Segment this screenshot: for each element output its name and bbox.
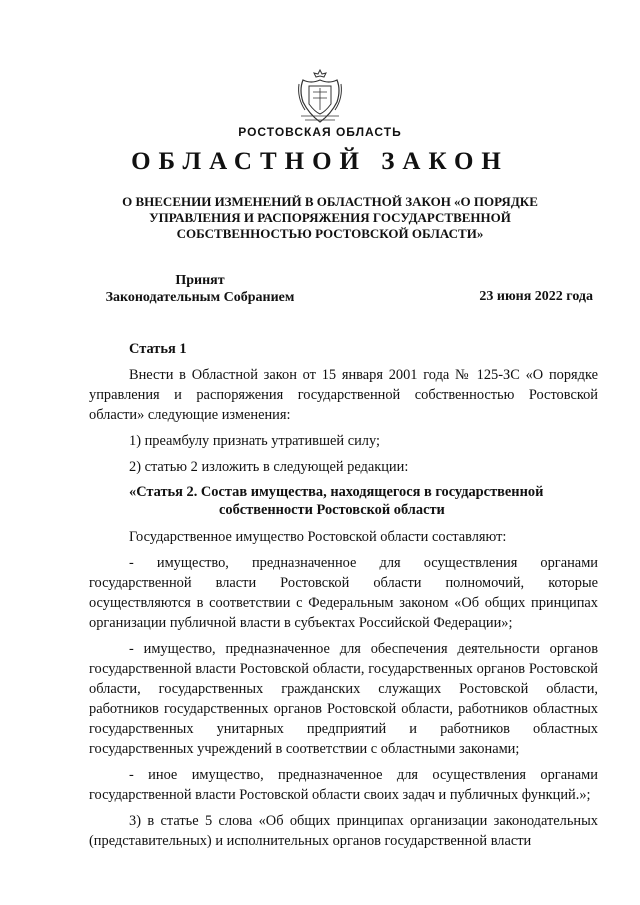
list-item: 1) преамбулу признать утратившей силу;	[129, 433, 380, 449]
adopted-by: Законодательным Собранием	[105, 290, 295, 305]
article-heading: Статья 1	[129, 341, 187, 357]
adopted-label: Принят	[175, 273, 225, 288]
region-name: РОСТОВСКАЯ ОБЛАСТЬ	[238, 125, 402, 139]
document-title: О ВНЕСЕНИИ ИЗМЕНЕНИЙ В ОБЛАСТНОЙ ЗАКОН «О ПОРЯДКЕ УПРАВЛЕНИЯ И РАСПОРЯЖЕНИЯ ГОСУДАРСТВЕННОЙ СОБСТВЕННОСТЬЮ РОСТОВСКОЙ ОБЛАСТИ»	[122, 194, 538, 241]
document-body	[89, 339, 598, 857]
sub-article-heading	[129, 483, 598, 519]
article-intro: Внести в Областной закон от 15 января 2001 года № 125-ЗС «О порядке управления и распоряжения государственной собственностью Ростовской области» следующие изменения:	[89, 367, 598, 423]
coat-of-arms-icon	[295, 68, 345, 128]
bullet-item: - иное имущество, предназначенное для осуществления органами государственной власти Ростовской области своих задач и публичных функций.»;	[89, 767, 598, 803]
adoption-date: 23 июня 2022 года	[479, 289, 593, 304]
sub-article-intro: Государственное имущество Ростовской области составляют:	[129, 529, 507, 545]
list-item: 2) статью 2 изложить в следующей редакции:	[129, 459, 409, 475]
bullet-item: - имущество, предназначенное для осуществления органами государственной власти Ростовской области полномочий, которые осуществляются в соответствии с Федеральным законом «Об общих принципах организации публичной власти в субъектах Российской Федерации»;	[89, 555, 598, 631]
list-item: 3) в статье 5 слова «Об общих принципах организации законодательных (представительных) и исполнительных органов государственной власти	[89, 813, 598, 849]
adoption-block	[90, 272, 310, 306]
document-type: ОБЛАСТНОЙ ЗАКОН	[131, 148, 509, 175]
bullet-item: - имущество, предназначенное для обеспечения деятельности органов государственной власти Ростовской области, государственных органов Ростовской области, государственных гражданских служащих Ростовской области, работников государственных органов Ростовской области, работников областных государственных унитарных предприятий и работников областных государственных учреждений в соответствии с областными законами;	[89, 641, 598, 757]
sub-heading-line: «Статья 2. Состав имущества, находящегося в государственной	[129, 484, 544, 500]
sub-heading-line: собственности Ростовской области	[219, 502, 445, 518]
